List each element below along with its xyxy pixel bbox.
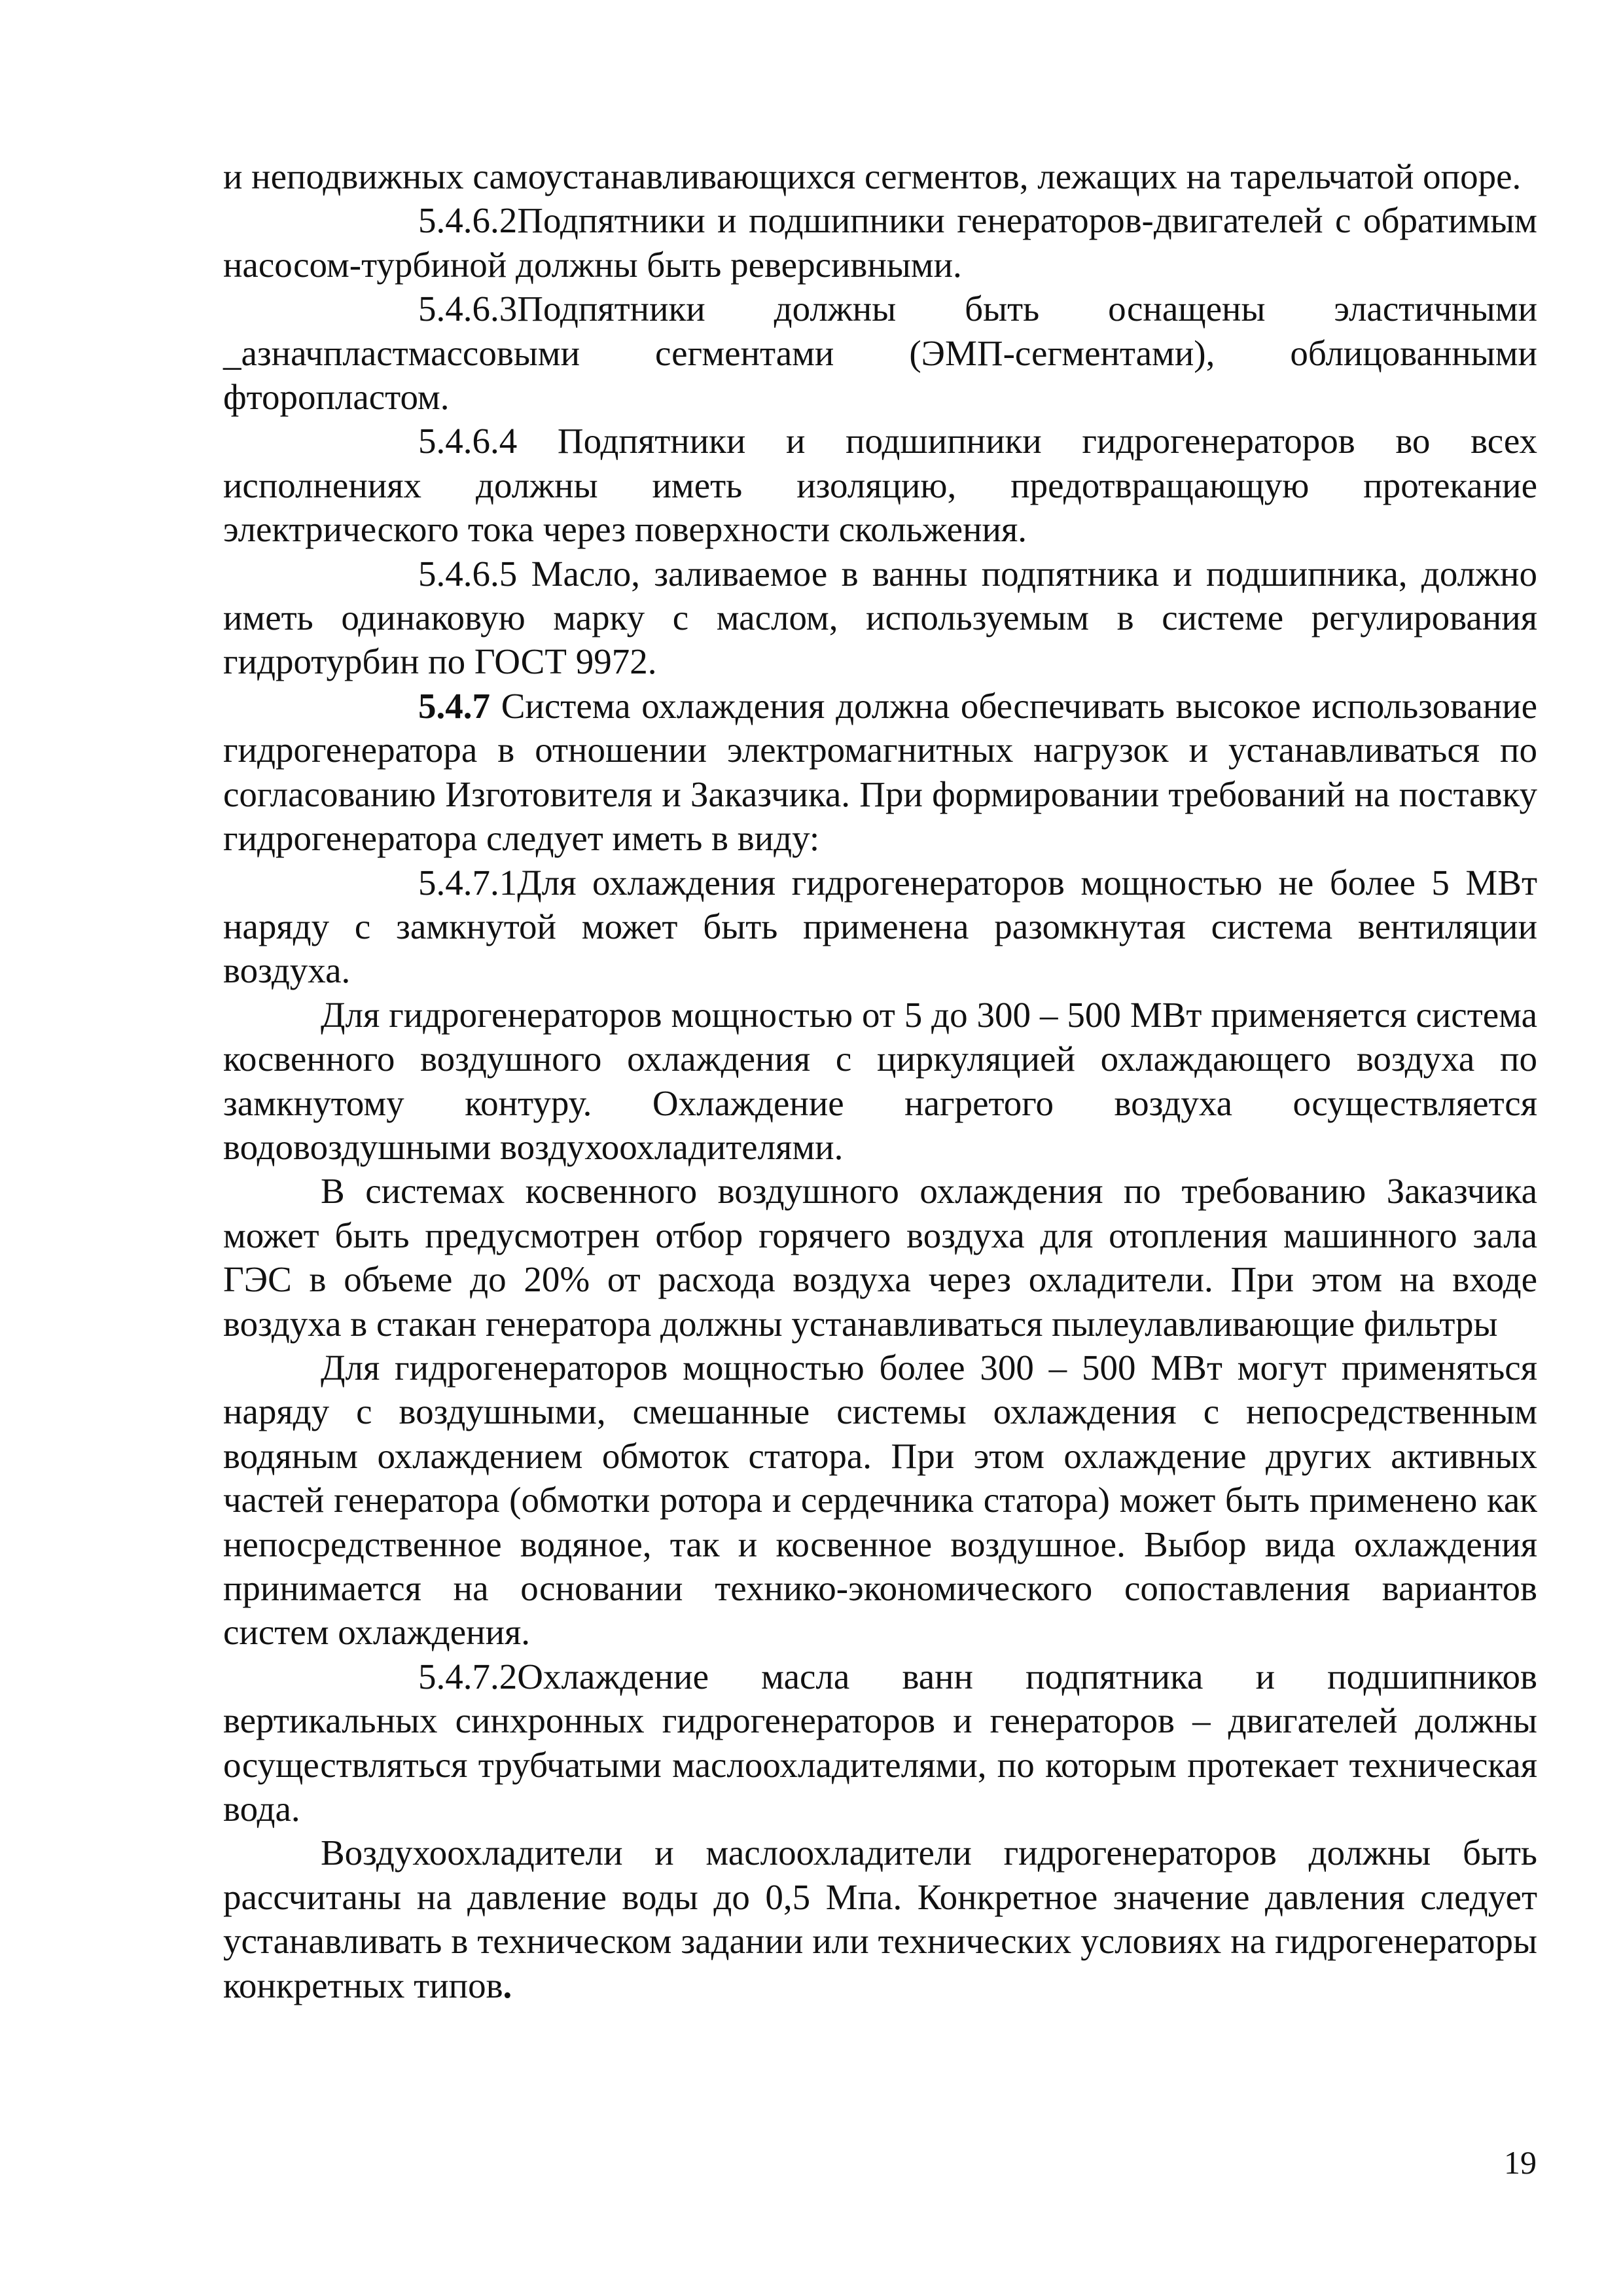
clause-5-4-7 [223, 684, 1537, 861]
clause-5-4-6-5 [223, 552, 1537, 684]
clause-5-4-6-2 [223, 198, 1537, 287]
paragraph-text: Воздухоохладители и маслоохладители гидрогенераторов должны быть рассчитаны на давление воды до 0,5 Мпа. Конкретное значение давления следует устанавливать в техническом задании или технических условиях на гидрогенераторы конкретных типов [223, 1833, 1537, 2005]
clause-number: 5.4.7.1 [418, 862, 518, 903]
paragraph-mixed-cooling [223, 1346, 1537, 1655]
clause-text: Подпятники и подшипники гидрогенераторов во всех исполнениях должны иметь изоляцию, предотвращающую протекание электрического тока через поверхности скольжения. [223, 421, 1537, 550]
paragraph-hot-air-selection [223, 1169, 1537, 1346]
clause-5-4-6-4 [223, 419, 1537, 551]
clause-text: Система охлаждения должна обеспечивать высокое использование гидрогенератора в отношении электромагнитных нагрузок и устанавливаться по согласованию Изготовителя и Заказчика. При формировании требований на поставку гидрогенератора следует иметь в виду: [223, 685, 1538, 859]
paragraph-bold-tail: . [503, 1965, 512, 2005]
clause-text: Для охлаждения гидрогенераторов мощностью не более 5 МВт наряду с замкнутой может быть применена разомкнутая система вентиляции воздуха. [223, 862, 1537, 991]
clause-5-4-7-2 [223, 1655, 1537, 1831]
clause-number: 5.4.6.3 [418, 289, 518, 329]
paragraph-coolers-pressure [223, 1831, 1537, 2007]
clause-text: Масло, заливаемое в ванны подпятника и подшипника, должно иметь одинаковую марку с маслом, используемым в системе регулирования гидротурбин по ГОСТ 9972. [223, 553, 1537, 682]
paragraph-text: Для гидрогенераторов мощностью более 300 – 500 МВт могут применяться наряду с воздушными, смешанные системы охлаждения с непосредственным водяным охлаждением обмоток статора. При этом охлаждение других активных частей генератора (обмотки ротора и сердечника статора) может быть применено как непосредственное водяное, так и косвенное воздушное. Выбор вида охлаждения принимается на основании технико-экономического сопоставления вариантов систем охлаждения. [223, 1347, 1537, 1653]
clause-number: 5.4.7.2 [418, 1656, 518, 1696]
page-number: 19 [1504, 2144, 1537, 2181]
clause-number: 5.4.6.2 [418, 200, 518, 241]
clause-5-4-7-1 [223, 861, 1537, 993]
clause-number: 5.4.7 [418, 685, 490, 726]
clause-number: 5.4.6.5 [418, 553, 518, 594]
clause-text: Подпятники должны быть оснащены эластичными _азначпластмассовыми сегментами (ЭМП-сегментами), облицованными фторопластом. [223, 289, 1537, 418]
paragraph-continuation [223, 154, 1537, 198]
clause-number: 5.4.6.4 [418, 421, 518, 461]
paragraph-text: и неподвижных самоустанавливающихся сегментов, лежащих на тарельчатой опоре. [223, 156, 1522, 196]
clause-text: Охлаждение масла ванн подпятника и подшипников вертикальных синхронных гидрогенераторов и генераторов – двигателей должны осуществляться трубчатыми маслоохладителями, по которым протекает техническая вода. [223, 1656, 1537, 1829]
paragraph-text: В системах косвенного воздушного охлаждения по требованию Заказчика может быть предусмотрен отбор горячего воздуха для отопления машинного зала ГЭС в объеме до 20% от расхода воздуха через охладители. При этом на входе воздуха в стакан генератора должны устанавливаться пылеулавливающие фильтры [223, 1171, 1537, 1344]
clause-5-4-6-3 [223, 287, 1537, 419]
document-body [223, 154, 1537, 2007]
paragraph-text: Для гидрогенераторов мощностью от 5 до 300 – 500 МВт применяется система косвенного воздушного охлаждения с циркуляцией охлаждающего воздуха по замкнутому контуру. Охлаждение нагретого воздуха осуществляется водовоздушными воздухоохладителями. [223, 994, 1537, 1167]
paragraph-air-cooling [223, 993, 1537, 1170]
clause-text: Подпятники и подшипники генераторов-двигателей с обратимым насосом-турбиной должны быть реверсивными. [223, 200, 1537, 285]
